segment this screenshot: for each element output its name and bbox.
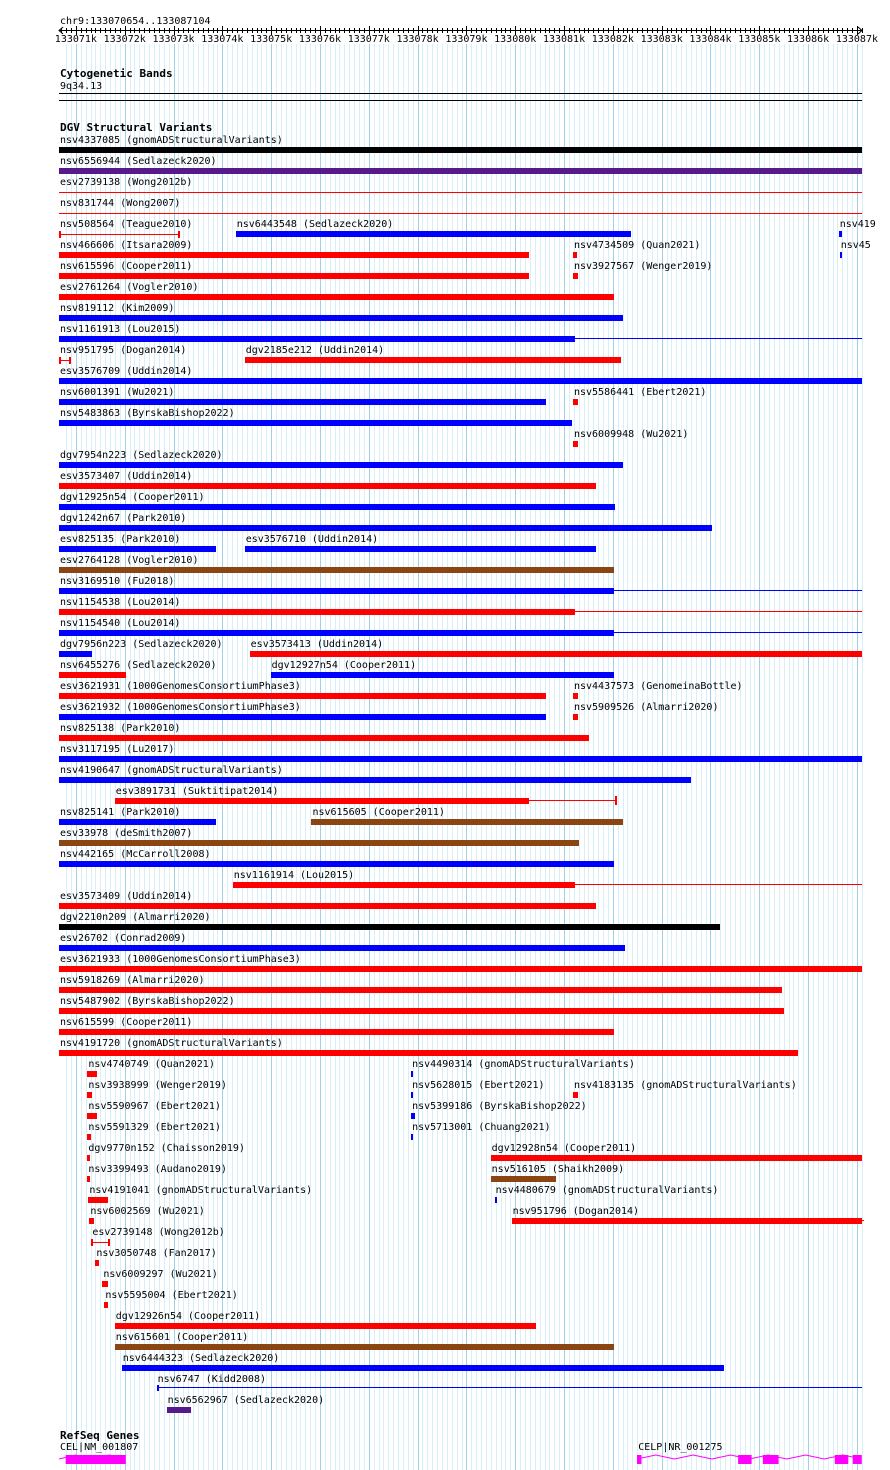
ruler-tick-label: 133084k [689,34,732,45]
variant-label[interactable]: esv3621931 (1000GenomesConsortiumPhase3) [60,681,301,692]
variant-tail-line[interactable] [575,884,862,885]
variant-end-tick[interactable] [178,231,180,238]
gene-label[interactable]: CELP|NR_001275 [638,1442,723,1453]
variant-bar[interactable] [59,945,625,951]
variant-label[interactable]: nsv5586441 (Ebert2021) [573,387,707,398]
variant-label[interactable]: nsv4480679 (gnomADStructuralVariants) [495,1185,719,1196]
variant-label[interactable]: nsv5487902 (ByrskaBishop2022) [60,996,235,1007]
variant-bar[interactable] [311,819,622,825]
variant-label[interactable]: dgv2185e212 (Uddin2014) [245,345,385,356]
variant-label[interactable]: nsv3050748 (Fan2017) [96,1248,217,1259]
variant-bar[interactable] [59,399,546,405]
variant-label[interactable]: nsv3938999 (Wenger2019) [88,1080,227,1091]
variant-label[interactable]: dgv12927n54 (Cooper2011) [271,660,417,671]
variant-label[interactable]: esv2739138 (Wong2012b) [60,177,193,188]
variant-label[interactable]: nsv6444323 (Sedlazeck2020) [122,1353,280,1364]
variant-bar[interactable] [59,1008,784,1014]
variant-bar[interactable] [122,1365,724,1371]
variant-label[interactable]: nsv4740749 (Quan2021) [88,1059,215,1070]
variant-label[interactable]: dgv1242n67 (Park2010) [60,513,187,524]
variant-bar[interactable] [87,1134,91,1140]
exon-block[interactable] [66,1455,126,1464]
variant-bar[interactable] [573,399,578,405]
variant-label[interactable]: dgv9770n152 (Chaisson2019) [88,1143,245,1154]
cytoband-label: 9q34.13 [60,81,103,92]
variant-label[interactable]: nsv3927567 (Wenger2019) [573,261,713,272]
ruler-tick-label: 133074k [201,34,244,45]
variant-bar[interactable] [87,1176,90,1182]
exon-block[interactable] [637,1455,641,1464]
variant-bar[interactable] [573,1092,578,1098]
ruler-tick-label: 133082k [591,34,634,45]
variant-bar[interactable] [271,672,615,678]
variant-label[interactable]: nsv508564 (Teague2010) [60,219,193,230]
ruler-tick-label: 133079k [445,34,488,45]
variant-label[interactable]: esv825135 (Park2010) [60,534,181,545]
variant-bar[interactable] [59,567,614,573]
variant-line[interactable] [59,234,178,235]
variant-label[interactable]: esv3891731 (Suktitipat2014) [115,786,279,797]
variant-bar[interactable] [411,1134,413,1140]
variant-label[interactable]: nsv4490314 (gnomADStructuralVariants) [412,1059,635,1070]
variant-bar[interactable] [59,987,782,993]
variant-label[interactable]: nsv6002569 (Wu2021) [90,1206,205,1217]
variant-label[interactable]: nsv6747 (Kidd2008) [157,1374,266,1385]
variant-label[interactable]: nsv5399186 (ByrskaBishop2022) [412,1101,587,1112]
variant-bar[interactable] [59,840,579,846]
variant-bar[interactable] [59,420,572,426]
variant-bar[interactable] [59,168,862,174]
variant-bar[interactable] [59,378,862,384]
variant-bar[interactable] [167,1407,191,1413]
ruler-tick-label: 133078k [396,34,439,45]
variant-label[interactable]: nsv6556944 (Sedlazeck2020) [60,156,217,167]
variant-tail-line[interactable] [157,1387,862,1388]
variant-bar[interactable] [59,819,216,825]
variant-bar[interactable] [59,315,623,321]
variant-label[interactable]: esv3573409 (Uddin2014) [60,891,193,902]
variant-end-tick[interactable] [69,357,71,364]
variant-label[interactable]: nsv1161913 (Lou2015) [60,324,181,335]
variant-bar[interactable] [250,651,862,657]
variant-bar[interactable] [236,231,631,237]
variant-label[interactable]: nsv5628015 (Ebert2021) [412,1080,545,1091]
variant-label[interactable]: nsv3169510 (Fu2018) [60,576,175,587]
variant-label[interactable]: nsv615596 (Cooper2011) [60,261,193,272]
variant-label[interactable]: esv3573413 (Uddin2014) [250,639,384,650]
ruler-tick-label: 133077k [347,34,390,45]
variant-label[interactable]: dgv2210n209 (Almarri2020) [60,912,211,923]
variant-bar[interactable] [87,1113,97,1119]
variant-label[interactable]: esv2739148 (Wong2012b) [92,1227,225,1238]
ruler-tick-label: 133075k [250,34,293,45]
variant-label[interactable]: nsv6455276 (Sedlazeck2020) [60,660,217,671]
ruler-tick-label: 133073k [152,34,195,45]
variant-bar[interactable] [411,1071,413,1077]
variant-label[interactable]: nsv5909526 (Almarri2020) [573,702,719,713]
refseq-track-title[interactable]: RefSeq Genes [60,1429,140,1442]
ruler-tick-label: 133071k [54,34,97,45]
variant-label[interactable]: nsv6009297 (Wu2021) [103,1269,218,1280]
variant-label[interactable]: nsv831744 (Wong2007) [60,198,181,209]
variant-bar[interactable] [573,252,577,258]
variant-start-tick[interactable] [91,1239,93,1246]
variant-line[interactable] [59,192,862,193]
variant-bar[interactable] [59,714,546,720]
variant-bar[interactable] [59,903,596,909]
variant-label[interactable]: esv33978 (deSmith2007) [60,828,193,839]
ruler-tick-label: 133086k [787,34,830,45]
variant-bar[interactable] [573,441,578,447]
variant-bar[interactable] [495,1197,497,1203]
variant-bar[interactable] [89,1218,94,1224]
variant-label[interactable]: nsv45 [840,240,871,251]
variant-label[interactable]: nsv5590967 (Ebert2021) [88,1101,221,1112]
variant-label[interactable]: nsv466606 (Itsara2009) [60,240,193,251]
variant-bar[interactable] [59,588,614,594]
variant-label[interactable]: nsv516105 (Shaikh2009) [491,1164,625,1175]
variant-label[interactable]: nsv5918269 (Almarri2020) [60,975,205,986]
variant-bar[interactable] [840,252,842,258]
variant-label[interactable]: nsv4183135 (gnomADStructuralVariants) [573,1080,797,1091]
ruler-tick-label: 133087k [835,34,878,45]
variant-bar[interactable] [59,336,575,342]
ruler-tick-label: 133081k [542,34,586,45]
variant-bar[interactable] [839,231,842,237]
variant-bar[interactable] [87,1071,97,1077]
variant-label[interactable]: nsv6562967 (Sedlazeck2020) [167,1395,325,1406]
variant-bar[interactable] [491,1155,862,1161]
ruler-tick-label: 133085k [738,34,781,45]
track-separator [59,100,862,101]
variant-bar[interactable] [59,462,623,468]
cytoband-track-title[interactable]: Cytogenetic Bands [60,67,173,80]
exon-block[interactable] [835,1455,848,1464]
variant-label[interactable]: nsv4337085 (gnomADStructuralVariants) [60,135,283,146]
variant-label[interactable]: dgv7954n223 (Sedlazeck2020) [60,450,223,461]
variant-bar[interactable] [87,1092,92,1098]
variant-bar[interactable] [59,252,529,258]
variant-label[interactable]: nsv3399493 (Audano2019) [88,1164,227,1175]
variant-bar[interactable] [115,1323,536,1329]
variant-label[interactable]: nsv1154540 (Lou2014) [60,618,181,629]
variant-bar[interactable] [59,861,614,867]
variant-label[interactable]: nsv4191041 (gnomADStructuralVariants) [89,1185,313,1196]
variant-bar[interactable] [88,1197,107,1203]
variant-label[interactable]: esv3621933 (1000GenomesConsortiumPhase3) [60,954,301,965]
variant-bar[interactable] [59,546,216,552]
variant-label[interactable]: nsv3117195 (Lu2017) [60,744,175,755]
gene-model[interactable] [59,1453,128,1465]
variant-tail-line[interactable] [529,800,616,801]
variant-label[interactable]: dgv7956n223 (Sedlazeck2020) [60,639,223,650]
ruler-tick-label: 133076k [298,34,342,45]
variant-bar[interactable] [59,672,126,678]
variant-bar[interactable] [59,924,720,930]
variant-bar[interactable] [59,777,691,783]
variant-label[interactable]: nsv5595004 (Ebert2021) [105,1290,238,1301]
variant-bar[interactable] [491,1176,557,1182]
variant-bar[interactable] [87,1155,90,1161]
variant-label[interactable]: nsv5483863 (ByrskaBishop2022) [60,408,235,419]
variant-tail-line[interactable] [575,338,862,339]
variant-bar[interactable] [104,1302,107,1308]
variant-bar[interactable] [59,651,92,657]
variant-label[interactable]: nsv819112 (Kim2009) [60,303,175,314]
variant-bar[interactable] [573,714,578,720]
variant-label[interactable]: nsv825138 (Park2010) [60,723,181,734]
variant-label[interactable]: esv3576710 (Uddin2014) [245,534,379,545]
variant-label[interactable]: nsv4190647 (gnomADStructuralVariants) [60,765,283,776]
variant-label[interactable]: esv3576709 (Uddin2014) [60,366,193,377]
variant-bar[interactable] [59,735,589,741]
variant-tail-line[interactable] [575,611,862,612]
variant-bar[interactable] [411,1092,413,1098]
variant-bar[interactable] [102,1281,107,1287]
variant-label[interactable]: nsv5713001 (Chuang2021) [412,1122,551,1133]
variant-label[interactable]: nsv4734509 (Quan2021) [573,240,701,251]
gene-label[interactable]: CEL|NM_001807 [60,1442,139,1453]
variant-bar[interactable] [59,504,615,510]
variant-bar[interactable] [157,1385,159,1391]
variant-tail-line[interactable] [614,590,862,591]
exon-block[interactable] [738,1455,751,1464]
variant-label[interactable]: nsv951796 (Dogan2014) [512,1206,640,1217]
variant-label[interactable]: nsv4437573 (GenomeinaBottle) [573,681,743,692]
variant-bar[interactable] [59,273,529,279]
cytoband-bar[interactable] [59,93,862,94]
variant-bar[interactable] [411,1113,415,1119]
variant-label[interactable]: dgv12926n54 (Cooper2011) [115,1311,261,1322]
variant-bar[interactable] [59,294,614,300]
variant-bar[interactable] [573,273,578,279]
ruler-tick-label: 133083k [640,34,683,45]
exon-block[interactable] [853,1455,862,1464]
variant-label[interactable]: nsv442165 (McCarroll2008) [60,849,211,860]
variant-bar[interactable] [59,756,862,762]
variant-tail-line[interactable] [862,1220,864,1221]
ruler-tick-label: 133080k [494,34,537,45]
variant-label[interactable]: nsv419 [839,219,876,230]
variant-label[interactable]: esv26702 (Conrad2009) [60,933,187,944]
variant-label[interactable]: esv2764128 (Vogler2010) [60,555,199,566]
variant-label[interactable]: nsv6001391 (Wu2021) [60,387,175,398]
dgv-track-title[interactable]: DGV Structural Variants [60,121,213,134]
variant-bar[interactable] [59,609,575,615]
variant-start-tick[interactable] [59,357,61,364]
variant-bar[interactable] [59,525,712,531]
variant-bar[interactable] [233,882,575,888]
variant-label[interactable]: nsv615599 (Cooper2011) [60,1017,193,1028]
variant-bar[interactable] [59,630,614,636]
variant-bar[interactable] [95,1260,99,1266]
variant-bar[interactable] [245,357,621,363]
variant-bar[interactable] [115,798,529,804]
variant-line[interactable] [59,213,862,214]
exon-block[interactable] [763,1455,779,1464]
variant-bar[interactable] [59,1029,614,1035]
variant-label[interactable]: nsv615601 (Cooper2011) [115,1332,249,1343]
variant-label[interactable]: dgv12928n54 (Cooper2011) [491,1143,637,1154]
ruler-tick-label: 133072k [103,34,146,45]
variant-label[interactable]: esv3573407 (Uddin2014) [60,471,193,482]
variant-line[interactable] [91,1242,107,1243]
variant-label[interactable]: nsv951795 (Dogan2014) [60,345,187,356]
variant-label[interactable]: nsv1154538 (Lou2014) [60,597,181,608]
variant-bar[interactable] [59,966,862,972]
variant-bar[interactable] [59,147,862,153]
variant-label[interactable]: nsv5591329 (Ebert2021) [88,1122,221,1133]
variant-end-tick[interactable] [615,796,617,805]
variant-label[interactable]: esv3621932 (1000GenomesConsortiumPhase3) [60,702,301,713]
variant-label[interactable]: esv2761264 (Vogler2010) [60,282,199,293]
variant-label[interactable]: nsv825141 (Park2010) [60,807,181,818]
variant-label[interactable]: nsv6009948 (Wu2021) [573,429,689,440]
variant-label[interactable]: dgv12925n54 (Cooper2011) [60,492,205,503]
variant-bar[interactable] [245,546,596,552]
variant-bar[interactable] [573,693,578,699]
variant-tail-line[interactable] [614,632,862,633]
variant-label[interactable]: nsv6443548 (Sedlazeck2020) [236,219,394,230]
variant-bar[interactable] [59,483,596,489]
variant-bar[interactable] [512,1218,862,1224]
variant-bar[interactable] [59,693,546,699]
variant-start-tick[interactable] [59,231,61,238]
location-label: chr9:133070654..133087104 [60,16,211,27]
variant-bar[interactable] [115,1344,615,1350]
variant-label[interactable]: nsv1161914 (Lou2015) [233,870,355,881]
gene-model[interactable] [637,1453,864,1465]
variant-bar[interactable] [59,1050,798,1056]
variant-label[interactable]: nsv4191720 (gnomADStructuralVariants) [60,1038,283,1049]
variant-end-tick[interactable] [108,1239,110,1246]
variant-label[interactable]: nsv615605 (Cooper2011) [312,807,445,818]
